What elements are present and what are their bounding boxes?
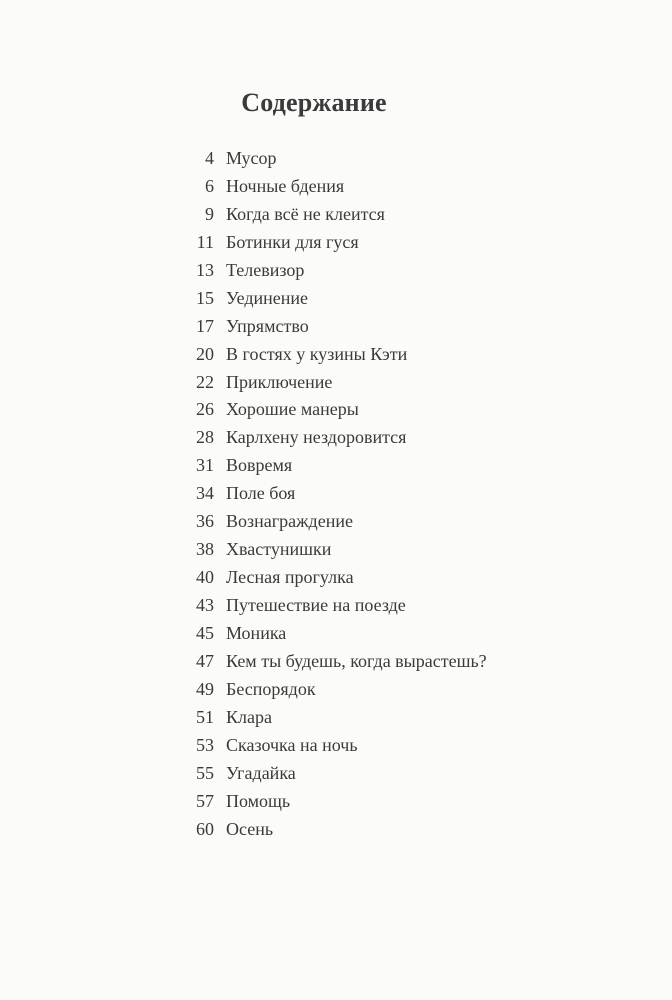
toc-page-number: 28 [196,427,214,448]
toc-page-number: 45 [196,622,214,643]
toc-entry-title: Лесная прогулка [226,567,354,588]
toc-entry [150,763,570,791]
toc-entry-title: Ночные бдения [226,175,345,196]
toc-entry [150,455,570,483]
toc-page-number: 20 [196,343,214,364]
toc-page-number: 11 [196,231,214,252]
toc-entry-title: Мусор [226,148,277,168]
toc-page-number: 4 [205,148,214,168]
toc-entry-title: Вовремя [226,455,293,476]
toc-page-number: 15 [196,287,214,308]
table-of-contents [150,148,570,846]
toc-entry-title: Упрямство [226,315,309,336]
toc-page-number: 57 [196,790,214,811]
toc-page-number: 60 [196,818,214,839]
toc-page-number: 49 [196,678,214,699]
toc-entry-title: Клара [226,706,272,727]
toc-entry-title: Путешествие на поезде [226,595,406,615]
toc-entry-title: В гостях у кузины Кэти [226,343,408,364]
toc-page-number: 40 [196,567,214,588]
toc-entry-title: Помощь [226,790,291,811]
toc-page-number: 38 [196,539,214,560]
toc-entry [150,316,570,344]
toc-entry-title: Осень [226,818,274,839]
toc-page-number: 34 [196,483,214,504]
toc-entry [150,791,570,819]
toc-entry [150,567,570,595]
toc-entry [150,148,570,176]
toc-page-number: 13 [196,259,214,280]
toc-entry [150,819,570,847]
toc-entry [150,679,570,707]
toc-entry [150,204,570,232]
toc-page-number: 9 [205,203,214,224]
toc-page-number: 36 [196,511,214,532]
toc-entry [150,344,570,372]
toc-entry-title: Хвастунишки [226,539,332,560]
toc-entry [150,232,570,260]
toc-entry-title: Моника [226,622,287,643]
toc-entry [150,399,570,427]
toc-page-number: 22 [196,371,214,392]
toc-page-number: 31 [196,455,214,476]
toc-entry [150,651,570,679]
toc-page-number: 17 [196,315,214,336]
toc-entry [150,372,570,400]
toc-page-number: 47 [196,650,214,671]
toc-entry-title: Ботинки для гуся [226,231,359,252]
toc-entry [150,288,570,316]
toc-page-number: 51 [196,706,214,727]
toc-entry-title: Телевизор [226,259,305,280]
toc-page-number: 26 [196,399,214,420]
toc-page-number: 43 [196,595,214,615]
toc-entry-title: Когда всё не клеится [226,203,385,224]
toc-page-number: 6 [205,175,214,196]
toc-entry-title: Беспорядок [226,678,316,699]
toc-entry-title: Угадайка [226,762,296,783]
toc-page-number: 53 [196,734,214,755]
toc-entry-title: Сказочка на ночь [226,734,358,755]
toc-entry-title: Уединение [226,287,309,308]
toc-entry [150,623,570,651]
page-title: Содержание [241,88,387,117]
toc-entry-title: Хорошие манеры [226,399,359,420]
toc-page-number: 55 [196,762,214,783]
toc-entry [150,176,570,204]
toc-entry-title: Карлхену нездоровится [226,427,407,448]
toc-entry [150,539,570,567]
toc-entry [150,427,570,455]
toc-entry-title: Приключение [226,371,333,392]
toc-entry [150,707,570,735]
toc-entry-title: Поле боя [226,483,296,504]
toc-entry [150,483,570,511]
toc-entry-title: Вознаграждение [226,511,353,532]
toc-entry [150,511,570,539]
toc-entry [150,260,570,288]
toc-entry-title: Кем ты будешь, когда вырастешь? [226,650,487,671]
toc-entry [150,735,570,763]
toc-entry [150,595,570,623]
